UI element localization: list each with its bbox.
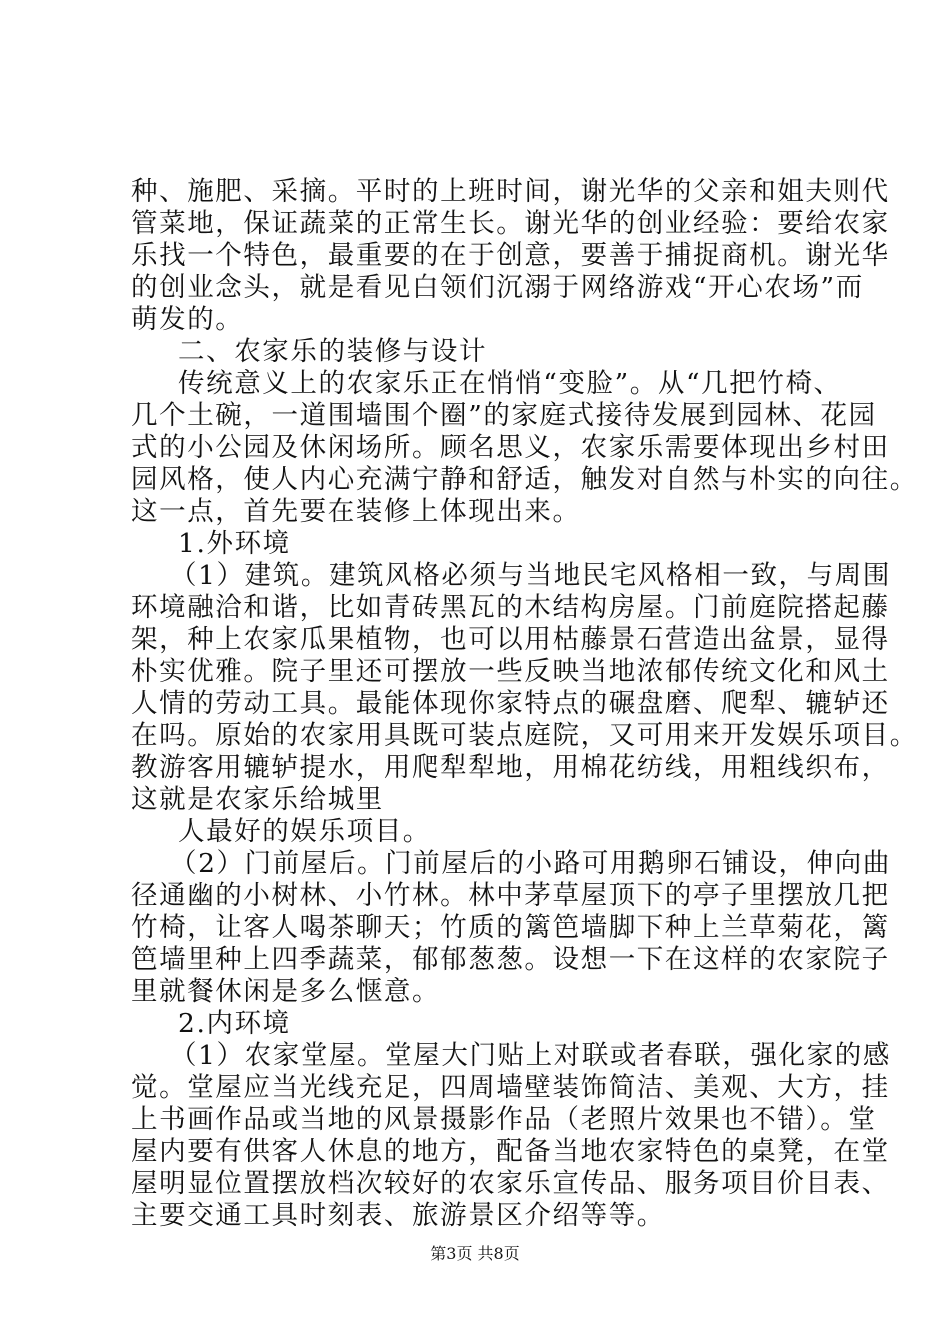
paragraph-line: （1）农家堂屋。堂屋大门贴上对联或者春联，强化家的感 [170, 1040, 891, 1071]
paragraph-line: 径通幽的小树林、小竹林。林中茅草屋顶下的亭子里摆放几把 [131, 880, 890, 911]
paragraph-line: 种、施肥、采摘。平时的上班时间，谢光华的父亲和姐夫则代 [131, 176, 890, 207]
paragraph-line: 萌发的。 [131, 304, 244, 335]
paragraph-line: 朴实优雅。院子里还可摆放一些反映当地浓郁传统文化和风土 [131, 656, 890, 687]
paragraph-line: （2）门前屋后。门前屋后的小路可用鹅卵石铺设，伸向曲 [170, 848, 891, 879]
paragraph-line: 人情的劳动工具。最能体现你家特点的碾盘磨、爬犁、辘轳还 [131, 688, 890, 719]
paragraph-line: 环境融洽和谐，比如青砖黑瓦的木结构房屋。门前庭院搭起藤 [131, 592, 890, 623]
paragraph-line: 竹椅，让客人喝茶聊天；竹质的篱笆墙脚下种上兰草菊花，篱 [131, 912, 890, 943]
paragraph-line: 的创业念头，就是看见白领们沉溺于网络游戏“开心农场”而 [131, 272, 864, 303]
subsection-heading: 1.外环境 [178, 528, 291, 559]
paragraph-line: 管菜地，保证蔬菜的正常生长。谢光华的创业经验：要给农家 [131, 208, 890, 239]
paragraph-line: 乐找一个特色，最重要的在于创意，要善于捕捉商机。谢光华 [131, 240, 890, 271]
paragraph-line: 觉。堂屋应当光线充足，四周墙壁装饰简洁、美观、大方，挂 [131, 1072, 890, 1103]
paragraph-line: 主要交通工具时刻表、旅游景区介绍等等。 [131, 1200, 665, 1231]
paragraph-line: 上书画作品或当地的风景摄影作品（老照片效果也不错）。堂 [131, 1104, 877, 1135]
paragraph-line: 笆墙里种上四季蔬菜，郁郁葱葱。设想一下在这样的农家院子 [131, 944, 890, 975]
paragraph-line: 屋明显位置摆放档次较好的农家乐宣传品、服务项目价目表、 [131, 1168, 890, 1199]
paragraph-line: 传统意义上的农家乐正在悄悄“变脸”。从“几把竹椅、 [178, 368, 842, 399]
paragraph-line: 这就是农家乐给城里 [131, 784, 384, 815]
paragraph-line: （1）建筑。建筑风格必须与当地民宅风格相一致，与周围 [170, 560, 891, 591]
paragraph-line: 这一点，首先要在装修上体现出来。 [131, 496, 581, 527]
page-footer: 第3页 共8页 [430, 1244, 520, 1263]
paragraph-line: 园风格，使人内心充满宁静和舒适，触发对自然与朴实的向往。 [131, 464, 918, 495]
paragraph-line: 里就餐休闲是多么惬意。 [131, 976, 441, 1007]
paragraph-line: 教游客用辘轳提水，用爬犁犁地，用棉花纺线，用粗线织布， [131, 752, 890, 783]
paragraph-line: 屋内要有供客人休息的地方，配备当地农家特色的桌凳，在堂 [131, 1136, 890, 1167]
paragraph-line: 在吗。原始的农家用具既可装点庭院，又可用来开发娱乐项目。 [131, 720, 918, 751]
paragraph-line: 人最好的娱乐项目。 [178, 816, 431, 847]
paragraph-line: 式的小公园及休闲场所。顾名思义，农家乐需要体现出乡村田 [131, 432, 890, 463]
paragraph-line: 几个土碗，一道围墙围个圈”的家庭式接待发展到园林、花园 [131, 400, 877, 431]
subsection-heading: 2.内环境 [178, 1008, 291, 1039]
paragraph-line: 架，种上农家瓜果植物，也可以用枯藤景石营造出盆景，显得 [131, 624, 890, 655]
section-heading: 二、农家乐的装修与设计 [178, 336, 488, 367]
